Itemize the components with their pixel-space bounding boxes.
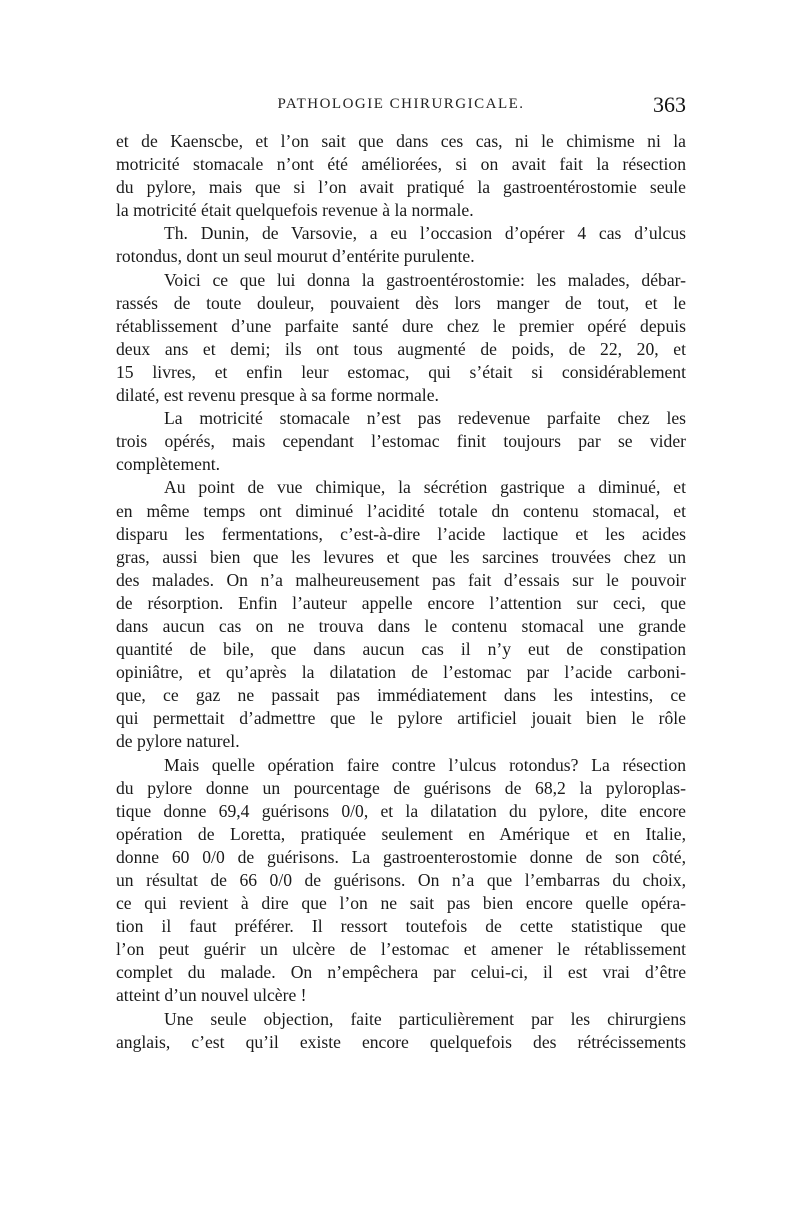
- text-line: en même temps ont diminué l’acidité totale dn contenu stomacal, et: [116, 500, 686, 521]
- text-line: Au point de vue chimique, la sécrétion gastrique a diminué, et: [164, 477, 686, 498]
- text-line: Mais quelle opération faire contre l’ulcus rotondus? La résection: [164, 754, 686, 775]
- text-line: rassés de toute douleur, pouvaient dès lors manger de tout, et le: [116, 292, 686, 313]
- text-line: 15 livres, et enfin leur estomac, qui s’était si considérablement: [116, 361, 686, 382]
- text-line: gras, aussi bien que les levures et que les sarcines trouvées chez un: [116, 546, 686, 567]
- text-line: rétablissement d’une parfaite santé dure chez le premier opéré depuis: [116, 315, 686, 336]
- text-line: Th. Dunin, de Varsovie, a eu l’occasion d’opérer 4 cas d’ulcus: [164, 223, 686, 244]
- text-line: dans aucun cas on ne trouva dans le contenu stomacal une grande: [116, 615, 686, 636]
- text-line: du pylore donne un pourcentage de guérisons de 68,2 la pyloroplas-: [116, 777, 686, 798]
- text-line: l’on peut guérir un ulcère de l’estomac et amener le rétablissement: [116, 939, 686, 960]
- text-line: la motricité était quelquefois revenue à la normale.: [116, 200, 474, 221]
- text-line: quantité de bile, que dans aucun cas il n’y eut de constipation: [116, 639, 686, 660]
- text-line: disparu les fermentations, c’est-à-dire l’acide lactique et les acides: [116, 523, 686, 544]
- text-line: atteint d’un nouvel ulcère !: [116, 985, 307, 1006]
- text-line: donne 60 0/0 de guérisons. La gastroenterostomie donne de son côté,: [116, 846, 686, 867]
- text-line: Une seule objection, faite particulièrement par les chirurgiens: [164, 1008, 686, 1029]
- text-line: deux ans et demi; ils ont tous augmenté de poids, de 22, 20, et: [116, 338, 686, 359]
- text-line: rotondus, dont un seul mourut d’entérite purulente.: [116, 246, 475, 267]
- text-line: et de Kaenscbe, et l’on sait que dans ces cas, ni le chimisme ni la: [116, 131, 686, 151]
- text-line: du pylore, mais que si l’on avait pratiqué la gastroentérostomie seule: [116, 177, 686, 198]
- text-line: opiniâtre, et qu’après la dilatation de l’estomac par l’acide carboni-: [116, 662, 686, 683]
- text-line: opération de Loretta, pratiquée seulement en Amérique et en Italie,: [116, 823, 686, 844]
- text-line: Voici ce que lui donna la gastroentérostomie: les malades, débar-: [164, 269, 686, 290]
- text-line: que, ce gaz ne passait pas immédiatement dans les intestins, ce: [116, 685, 686, 706]
- text-line: complet du malade. On n’empêchera par celui-ci, il est vrai d’être: [116, 962, 686, 983]
- text-line: de pylore naturel.: [116, 731, 240, 752]
- running-header: [116, 92, 686, 126]
- text-line: La motricité stomacale n’est pas redevenue parfaite chez les: [164, 408, 686, 429]
- text-line: anglais, c’est qu’il existe encore quelquefois des rétrécissements: [116, 1031, 686, 1052]
- text-line: trois opérés, mais cependant l’estomac finit toujours par se vider: [116, 431, 686, 452]
- running-title: PATHOLOGIE CHIRURGICALE.: [277, 96, 525, 112]
- text-line: tion il faut préférer. Il ressort toutefois de cette statistique que: [116, 916, 686, 937]
- text-line: de résorption. Enfin l’auteur appelle encore l’attention sur ceci, que: [116, 592, 686, 613]
- body-text: [116, 130, 686, 1054]
- text-line: ce qui revient à dire que l’on ne sait pas bien encore quelle opéra-: [116, 893, 686, 914]
- text-line: complètement.: [116, 454, 221, 475]
- text-line: des malades. On n’a malheureusement pas fait d’essais sur le pouvoir: [116, 569, 686, 590]
- text-line: motricité stomacale n’ont été améliorées, si on avait fait la résection: [116, 154, 686, 175]
- page-number: 363: [653, 92, 686, 117]
- text-line: qui permettait d’admettre que le pylore artificiel jouait bien le rôle: [116, 708, 686, 729]
- text-line: tique donne 69,4 guérisons 0/0, et la dilatation du pylore, dite encore: [116, 800, 686, 821]
- text-line: dilaté, est revenu presque à sa forme normale.: [116, 385, 439, 406]
- text-line: un résultat de 66 0/0 de guérisons. On n’a que l’embarras du choix,: [116, 870, 686, 890]
